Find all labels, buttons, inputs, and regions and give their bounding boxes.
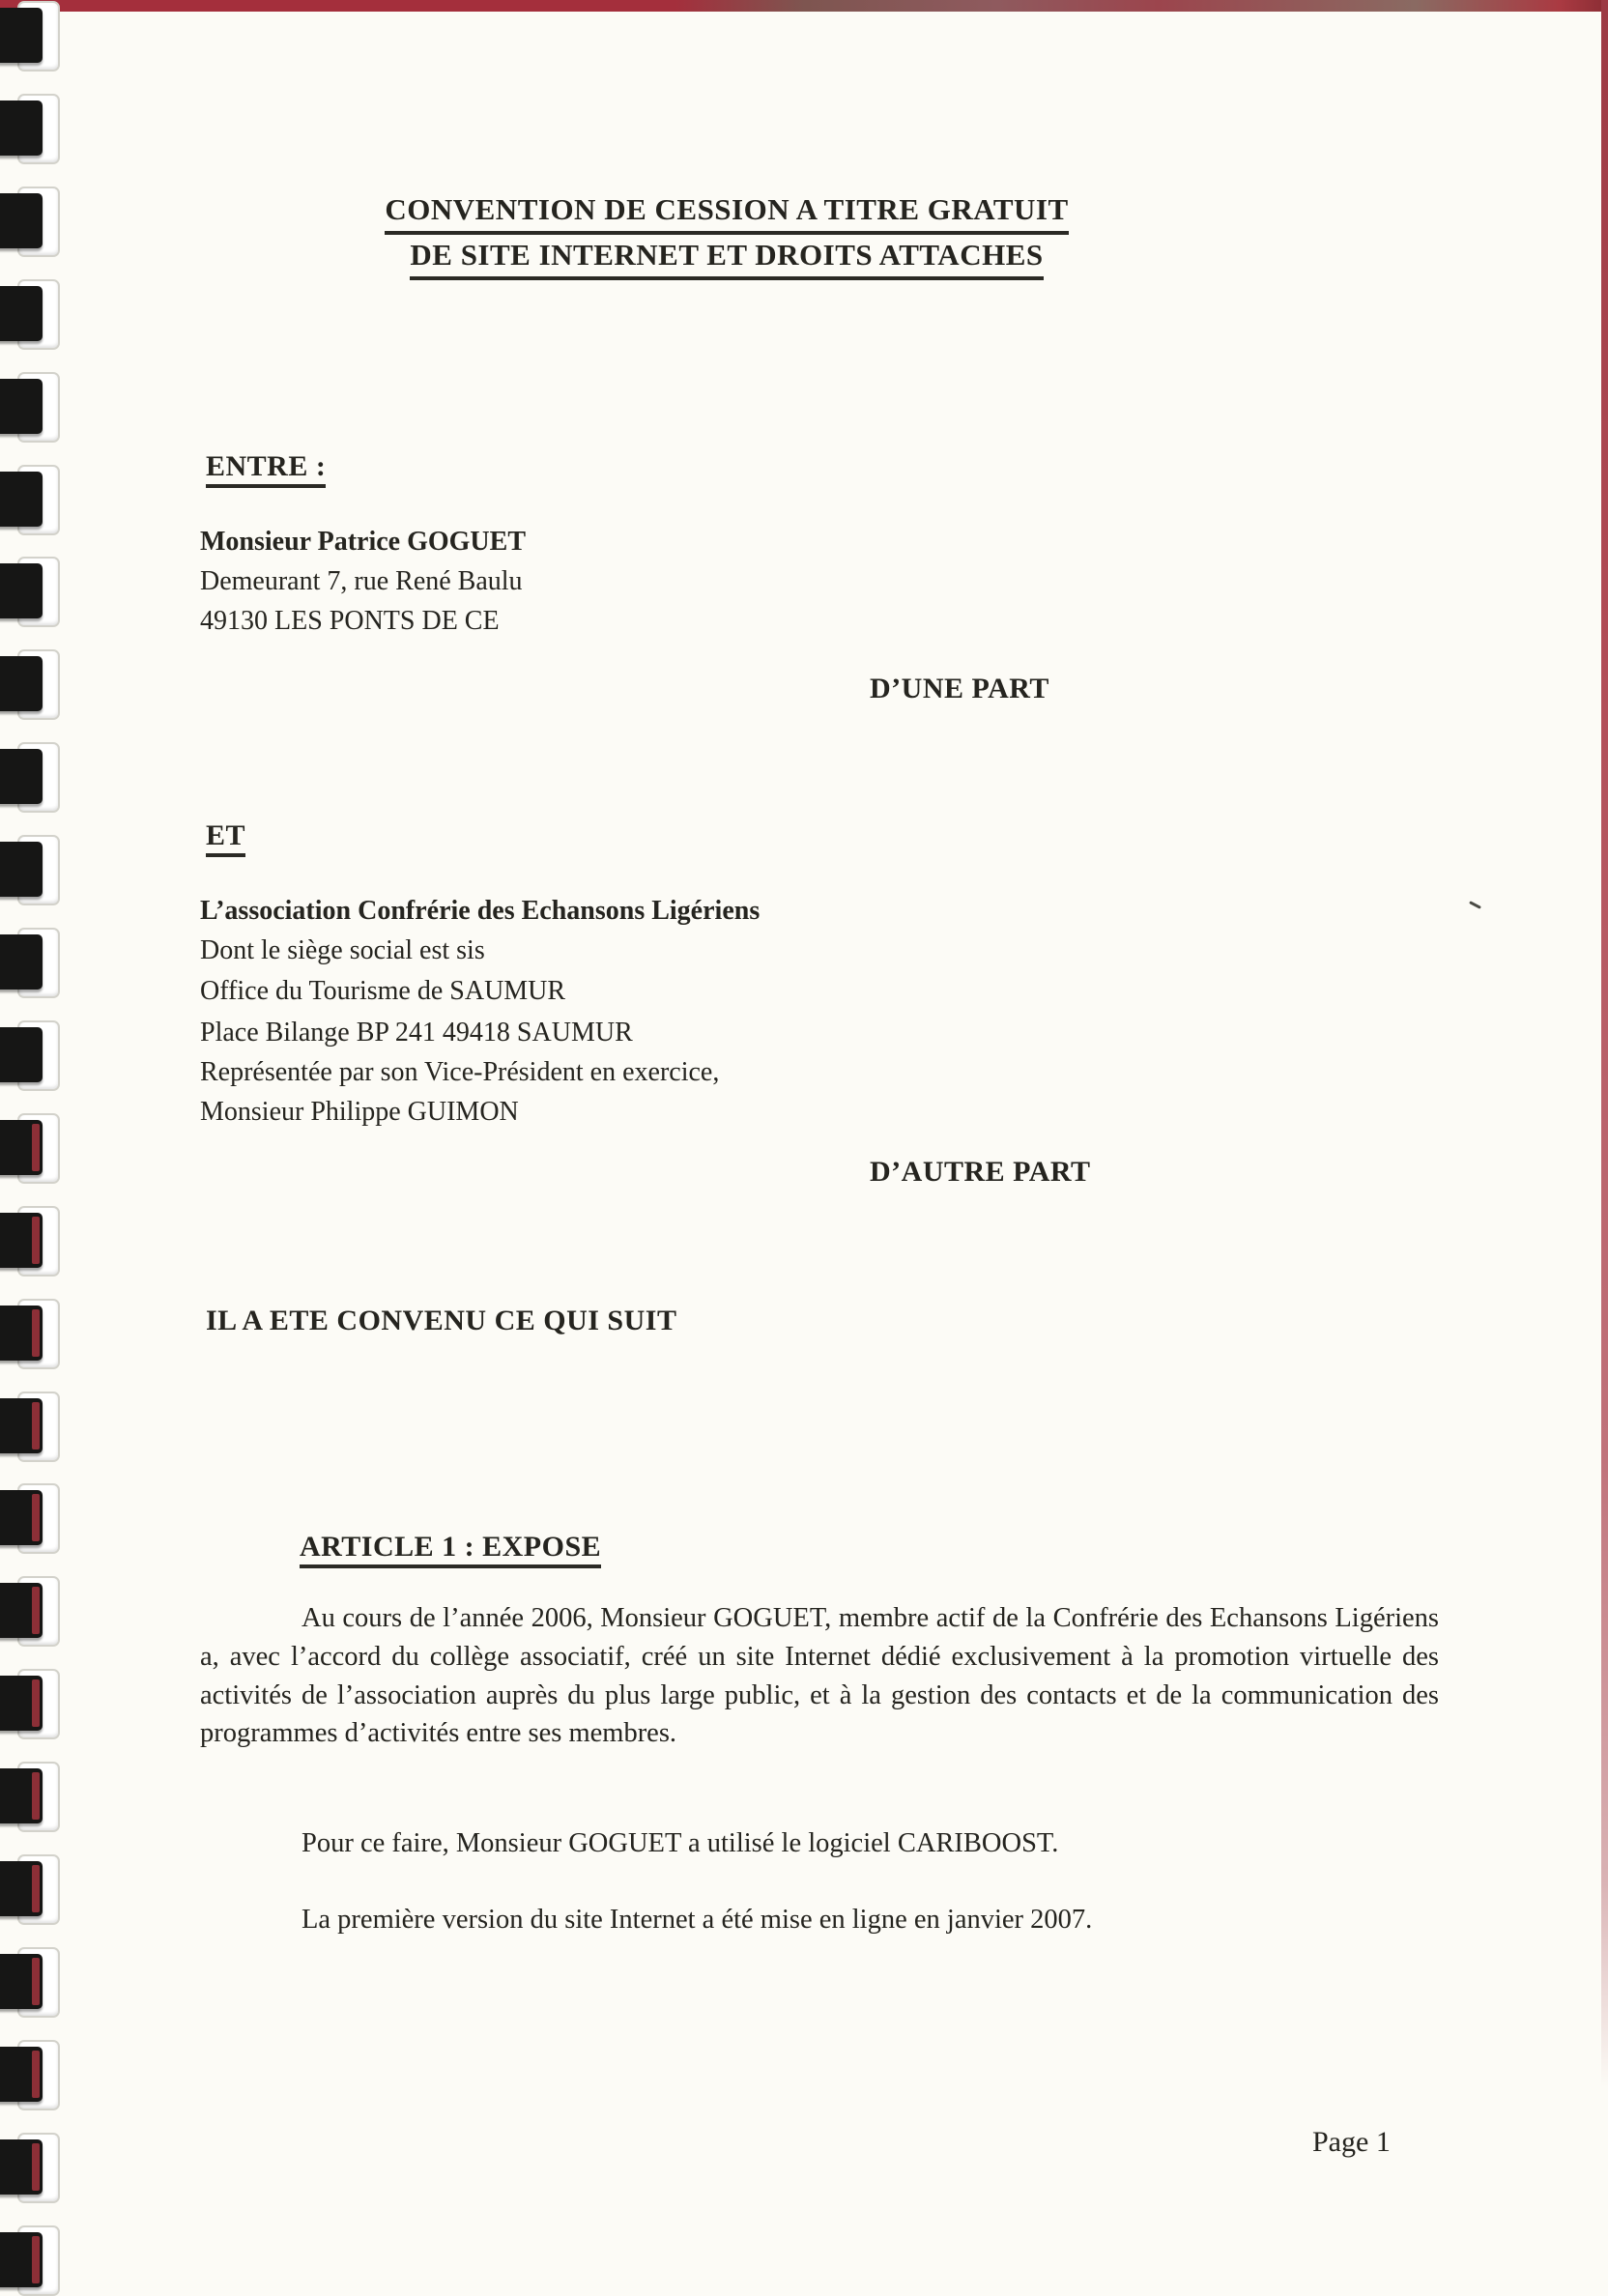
binding-tooth [0, 1490, 43, 1545]
binding-red-sliver [32, 2051, 40, 2098]
party2-name: L’association Confrérie des Echansons Ligériens [200, 896, 761, 926]
red-cover-right-edge [1601, 0, 1608, 2087]
article1-heading: ARTICLE 1 : EXPOSE [300, 1531, 601, 1564]
binding-tooth [0, 2047, 43, 2102]
entre-heading: ENTRE : [206, 450, 326, 483]
binding-red-sliver [32, 1865, 40, 1912]
binding-tooth [0, 1398, 43, 1453]
binding-red-sliver [32, 2143, 40, 2191]
red-cover-top-edge [0, 0, 1608, 12]
party1-address-line2: 49130 LES PONTS DE CE [200, 606, 500, 636]
party2-line2: Office du Tourisme de SAUMUR [200, 976, 566, 1006]
binding-tooth [0, 100, 43, 156]
party2-line4: Représentée par son Vice-Président en exercice, [200, 1057, 720, 1087]
binding-tooth [0, 1213, 43, 1268]
agreement-heading: IL A ETE CONVENU CE QUI SUIT [206, 1305, 677, 1336]
binding-tooth [0, 842, 43, 897]
binding-tooth [0, 1120, 43, 1175]
et-heading: ET [206, 819, 245, 852]
party2-role: D’AUTRE PART [870, 1156, 1091, 1188]
binding-tooth [0, 1027, 43, 1082]
document-title-line2: DE SITE INTERNET ET DROITS ATTACHES [410, 235, 1043, 280]
binding-red-sliver [32, 1402, 40, 1449]
document-title-line1: CONVENTION DE CESSION A TITRE GRATUIT [385, 189, 1068, 235]
binding-red-sliver [32, 1124, 40, 1171]
binding-tooth [0, 1861, 43, 1916]
binding-tooth [0, 563, 43, 618]
binding-red-sliver [32, 1309, 40, 1357]
party1-name: Monsieur Patrice GOGUET [200, 527, 526, 557]
binding-tooth [0, 749, 43, 804]
binding-tooth [0, 1583, 43, 1638]
binding-red-sliver [32, 1772, 40, 1820]
binding-red-sliver [32, 1494, 40, 1541]
binding-tooth [0, 193, 43, 248]
binding-tooth [0, 8, 43, 63]
binding-tooth [0, 656, 43, 711]
binding-tooth [0, 1768, 43, 1823]
party2-line3: Place Bilange BP 241 49418 SAUMUR [200, 1018, 633, 1048]
party2-line5: Monsieur Philippe GUIMON [200, 1097, 519, 1127]
binding-tooth [0, 2232, 43, 2287]
binding-tooth [0, 1954, 43, 2009]
binding-tooth [0, 1306, 43, 1361]
binding-red-sliver [32, 1679, 40, 1727]
article1-paragraph1: Au cours de l’année 2006, Monsieur GOGUET, membre actif de la Confrérie des Echansons Ligériens a, avec l’accord du collège associatif, créé un site Internet dédié exclusivement à la promotion virtuelle des activités de l’association auprès du plus large public, et à la gestion des contacts et de la communication des programmes d’activités entre ses membres. [200, 1603, 1439, 1749]
scan-artifact-mark [1469, 901, 1481, 909]
binding-red-sliver [32, 2236, 40, 2283]
binding-tooth [0, 2139, 43, 2195]
binding-tooth [0, 472, 43, 527]
binding-tooth [0, 1676, 43, 1731]
binding-red-sliver [32, 1587, 40, 1634]
binding-tooth [0, 379, 43, 434]
page-number: Page 1 [1312, 2126, 1391, 2158]
party1-address-line1: Demeurant 7, rue René Baulu [200, 566, 523, 596]
party2-line1: Dont le siège social est sis [200, 935, 485, 965]
binding-tooth [0, 934, 43, 990]
binding-red-sliver [32, 1217, 40, 1264]
comb-binding [0, 0, 68, 2253]
document-title [282, 189, 1171, 280]
binding-tooth [0, 286, 43, 341]
party1-role: D’UNE PART [870, 673, 1049, 704]
article1-paragraph3: La première version du site Internet a été mise en ligne en janvier 2007. [302, 1905, 1093, 1935]
binding-red-sliver [32, 1958, 40, 2005]
article1-paragraph2: Pour ce faire, Monsieur GOGUET a utilisé le logiciel CARIBOOST. [302, 1828, 1059, 1858]
